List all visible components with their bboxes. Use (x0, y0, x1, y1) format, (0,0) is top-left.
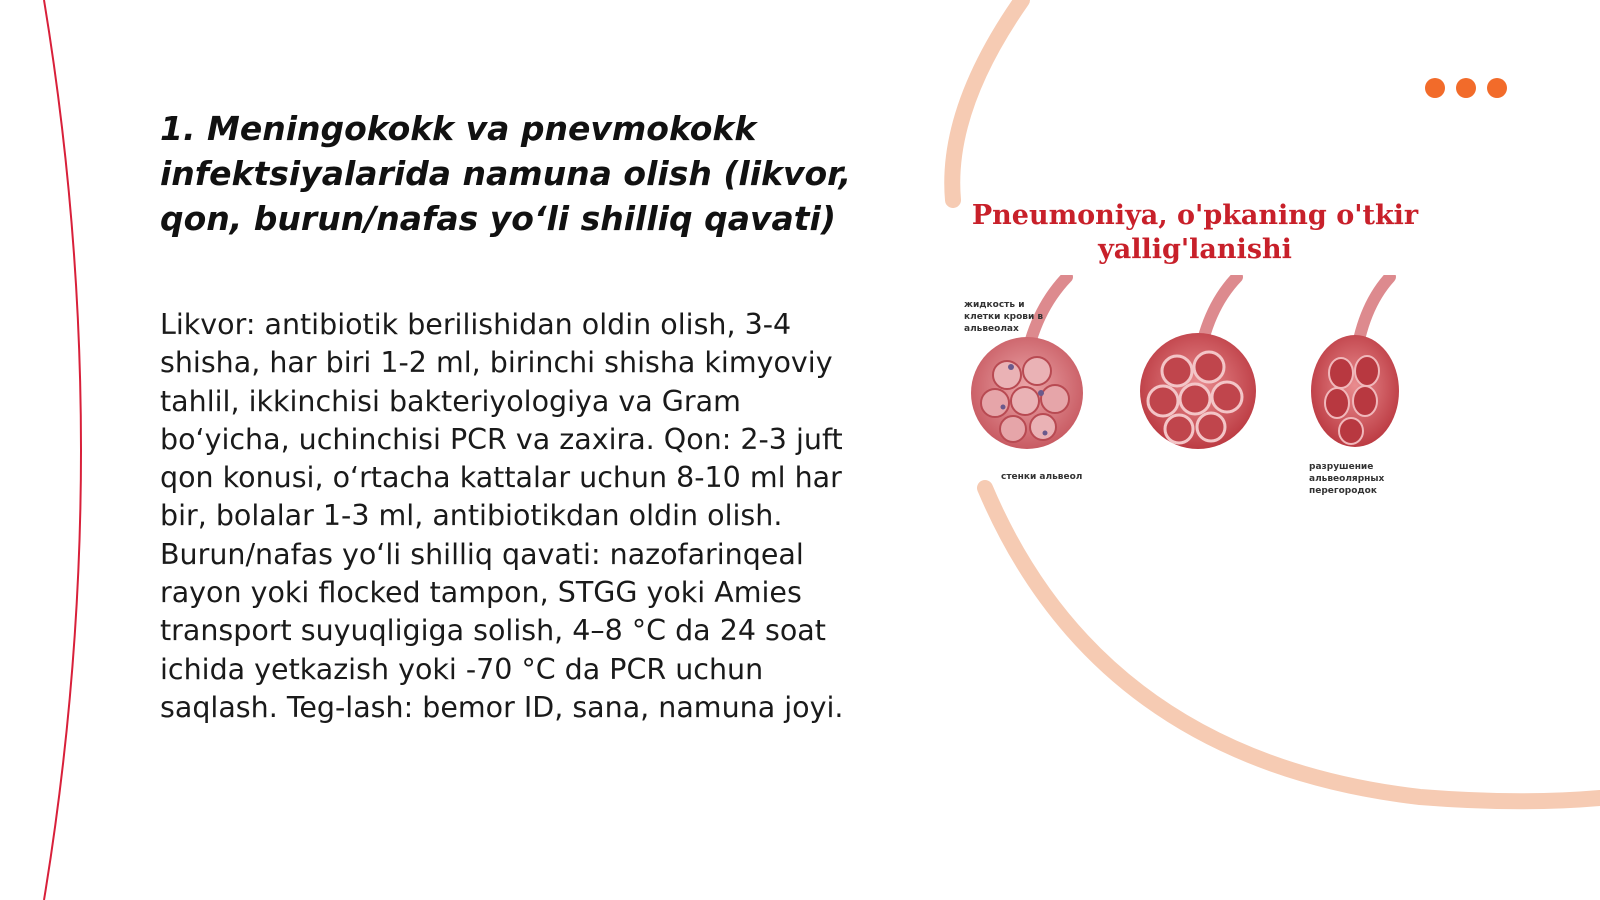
decorative-dots (1425, 78, 1507, 98)
pneumonia-illustration (945, 195, 1445, 495)
label-septa-destruction: разрушение альвеолярных перегородок (1309, 462, 1385, 496)
left-edge-curve (44, 0, 81, 900)
figure-title: Pneumoniya, o'pkaning o'tkir yallig'lanishi (971, 200, 1419, 265)
dot-icon (1487, 78, 1507, 98)
label-fluid-in-alveoli: жидкость и клетки крови в альвеолах (964, 300, 1044, 334)
alveolus-destroyed-icon (1311, 277, 1399, 447)
alveolus-normal-icon (1140, 277, 1256, 449)
slide-body-text: Likvor: antibiotik berilishidan oldin olish, 3-4 shisha, har biri 1-2 ml, birinchi shisha kimyoviy tahlil, ikkinchisi bakteriyologiya va Gram bo‘yicha, uchinchisi PCR va zaxira. Qon: 2-3 juft qon konusi, o‘rtacha kattalar uchun 8-10 ml har bir, bolalar 1-3 ml, antibiotikdan oldin olish. Burun/nafas yo‘li shilliq qavati: nazofarinqeal rayon yoki flocked tampon, STGG yoki Amies transport suyuqligiga solish, 4–8 °C da 24 soat ichida yetkazish yoki -70 °C da PCR uchun saqlash. Teg-lash: bemor ID, sana, namuna joyi. (160, 308, 844, 724)
dot-icon (1425, 78, 1445, 98)
dot-icon (1456, 78, 1476, 98)
label-alveoli-walls: стенки альвеол (1001, 472, 1083, 482)
slide-title: 1. Meningokokk va pnevmokokk infektsiyalarida namuna olish (likvor, qon, burun/nafas yo‘li shilliq qavati) (160, 109, 852, 238)
